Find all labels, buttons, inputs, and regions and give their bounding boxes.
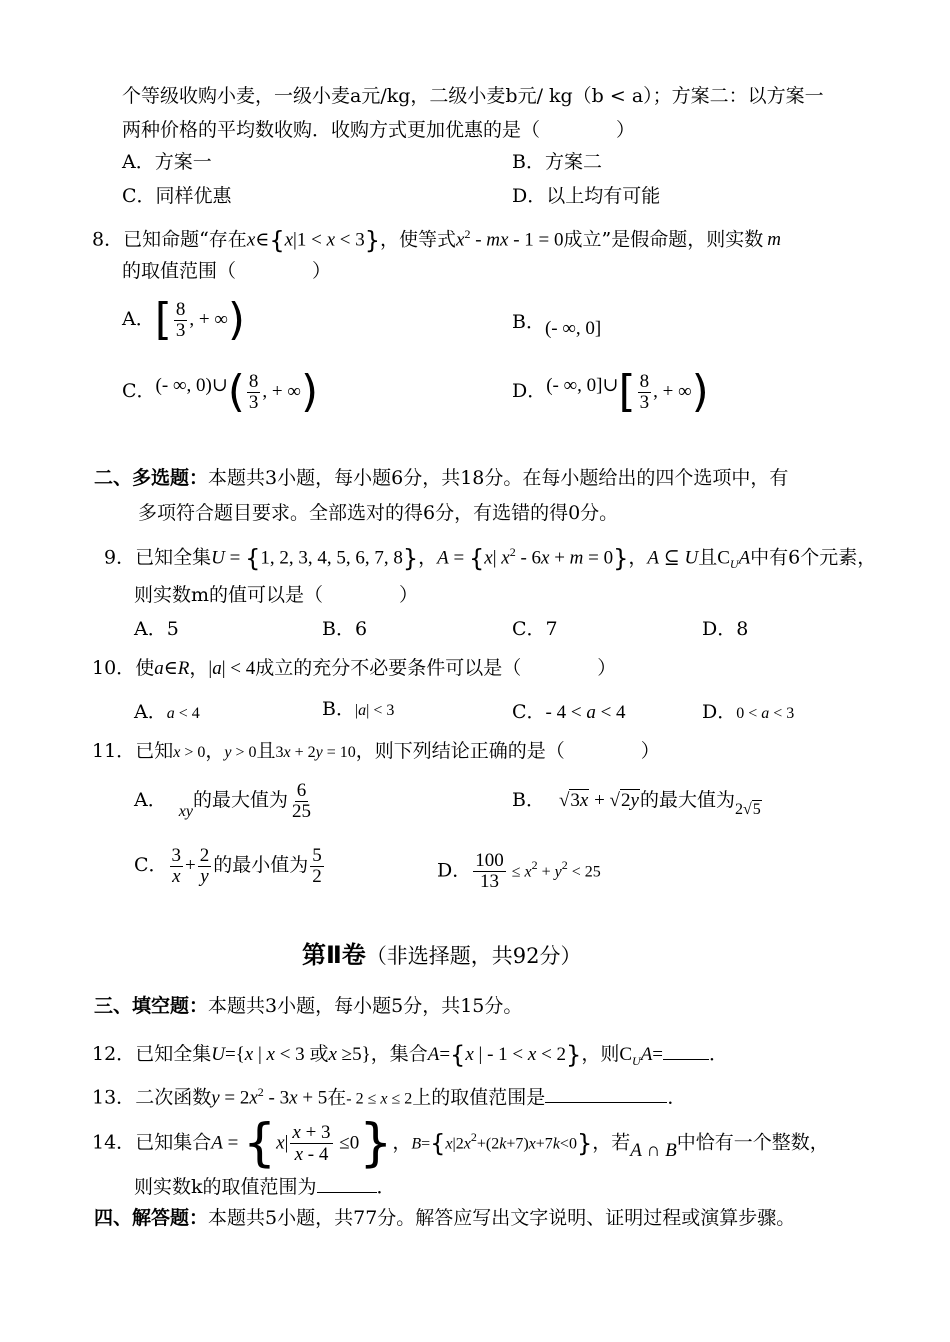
q10-number: 10． — [92, 657, 136, 679]
q11-number: 11． — [92, 740, 136, 762]
q10-stem-a: 使 — [135, 657, 155, 679]
q8-option-d: D．(- ∞, 0]∪[ $\frac{8}{3}$ , + ∞) — [512, 366, 709, 417]
q12-universal-set: U — [211, 1044, 225, 1065]
q11-stem-b: 且 — [256, 740, 276, 762]
q11-cond-x: x — [173, 744, 181, 761]
q10-option-a: A．a < 4 — [134, 701, 200, 723]
q8-equation: x — [456, 229, 465, 251]
q9-option-c: C．7 — [512, 618, 558, 640]
q9-set-a: A — [437, 547, 449, 569]
section4-title: 四、解答题： — [94, 1207, 209, 1229]
section3-heading — [94, 994, 522, 1018]
q9-number: 9． — [104, 546, 136, 569]
q14-stem-a: 已知集合 — [135, 1131, 212, 1154]
q12-stem: 12．已知全集U={x | x < 3 或x ≥5}，集合A={x | - 1 < x < 2}，则$C_UA=$ ． — [92, 1041, 729, 1069]
section2-text2: 多项符合题目要求。全部选对的得6分，有选错的得0分。 — [138, 502, 619, 524]
q10-option-b: B．|a| < 3 — [322, 698, 395, 720]
q14-stem-b: ，若 — [592, 1131, 631, 1154]
q11-option-b: B． √3x + √2y的最大值为$_{2√5}$ — [512, 789, 761, 818]
q13-stem: 13．二次函数$y = 2x^2 - 3x + 5$在- 2 ≤ x ≤ 2上的取值范围是 ． — [92, 1085, 687, 1109]
q10-option-d: D．0 < a < 3 — [702, 701, 795, 723]
q7-option-a: A．方案一 — [122, 151, 212, 173]
section2-text1: 本题共3小题，每小题6分，共18分。在每小题给出的四个选项中，有 — [208, 467, 789, 489]
q13-interval: - 2 ≤ — [346, 1090, 381, 1108]
q10-abs-inequality: | — [208, 658, 213, 679]
q11-option-b-label: B． — [512, 789, 545, 811]
section2-title: 二、多选题： — [94, 467, 209, 489]
q9-universal-set: U — [211, 547, 225, 569]
q11-option-c: C． $\frac{3}{x}$ + $\frac{2}{y}$ 的最小值为 $\frac{5}{2}$ — [134, 844, 322, 887]
q9-stem-b: 且 — [698, 546, 718, 569]
q8-set-formula: x — [246, 229, 256, 251]
q9-stem-line1: 9．已知全集U = {1, 2, 3, 4, 5, 6, 7, 8}，A = {x| $x^2 - 6x + m = 0$}，A ⊆ U且$C_UA$中有6个元素， — [104, 544, 877, 573]
q12-stem-a: 已知全集 — [135, 1043, 212, 1065]
q8-stem-line1: 8．已知命题“存在x∈{x|1 < x < 3}，使等式$x^2$ - mx - 1 = 0成立”是假命题，则实数 m — [92, 226, 781, 255]
q12-complement: C — [619, 1044, 633, 1065]
part2-heading — [302, 940, 582, 972]
q14-intersection: A — [630, 1140, 642, 1162]
q9-complement: C — [717, 547, 730, 569]
q9-stem-line2: 则实数m的值可以是（ ） — [134, 584, 419, 606]
q8-number: 8． — [92, 228, 124, 251]
q13-function: y — [211, 1087, 220, 1109]
q13-stem-a: 二次函数 — [135, 1086, 212, 1109]
q13-answer-blank[interactable] — [545, 1084, 667, 1103]
q11-option-a-text: 的最大值为 — [192, 789, 288, 811]
q11-option-c-label: C． — [134, 854, 168, 876]
q12-stem-c: ，则 — [581, 1043, 620, 1065]
q10-option-c: C．- 4 < a < 4 — [512, 701, 626, 723]
q14-end: ． — [376, 1176, 396, 1198]
section3-title: 三、填空题： — [94, 995, 209, 1017]
q11-stem: 11．已知x > 0，y > 0且3x + 2y = 10，则下列结论正确的是（ ） — [92, 740, 660, 762]
section2-heading — [94, 466, 788, 490]
q14-stem-c: 中恰有一个整数， — [676, 1131, 829, 1154]
section4-heading — [94, 1206, 795, 1230]
q11-option-a-label: A． — [134, 789, 167, 811]
q10-option-b-label: B． — [322, 698, 355, 720]
q8-stem-b: ，使等式 — [380, 228, 457, 251]
q9-subset: A — [647, 547, 660, 569]
q12-number: 12． — [92, 1043, 136, 1065]
q11-option-b-text: 的最大值为 — [639, 789, 735, 811]
q10-stem-b: 成立的充分不必要条件可以是（ ） — [255, 657, 617, 679]
q8-option-a-label: A． — [122, 308, 155, 330]
q14-set-b: B — [411, 1135, 422, 1153]
q14-line2-text: 则实数k的取值范围为 — [134, 1176, 317, 1198]
q14-stem-line2 — [134, 1174, 396, 1199]
q12-answer-blank[interactable] — [663, 1041, 709, 1060]
q11-cond-eq: 3 — [275, 744, 284, 761]
q9-option-b: B．6 — [322, 618, 368, 640]
q11-option-a: A．$_{xy}$的最大值为 $\frac{6}{25}$ — [134, 779, 311, 822]
q8-var-m: m — [767, 229, 781, 251]
q7-option-b: B．方案二 — [512, 151, 602, 173]
q7-option-d: D．以上均有可能 — [512, 185, 661, 207]
part2-title: 第Ⅱ卷 — [302, 941, 366, 969]
q13-stem-c: 上的取值范围是 — [412, 1086, 546, 1109]
q8-option-b: B．(- ∞, 0] — [512, 311, 602, 339]
q7-stem-line2: 两种价格的平均数收购．收购方式更加优惠的是（ ） — [122, 119, 636, 141]
q7-stem-line1: 个等级收购小麦，一级小麦a元/kg，二级小麦b元/ kg（b < a）；方案二：以方案一 — [122, 85, 824, 107]
q9-stem-a: 已知全集 — [135, 546, 212, 569]
q9-stem-c: 中有6个元素， — [750, 546, 877, 569]
q11-option-d: D． $\frac{100}{13}$ ≤ $x^2 + y^2 < 25$ — [437, 849, 601, 892]
q14-number: 14． — [92, 1131, 136, 1154]
q14-stem: 14．已知集合A = {x| $\frac{x + 3}{x - 4}$ ≤0}，$B=\{x|2x^2+(2k+7)x+7k<0\}$，若A ∩ B中恰有一个整数， — [92, 1113, 829, 1174]
q10-option-c-label: C． — [512, 701, 546, 723]
q13-number: 13． — [92, 1086, 136, 1109]
q12-end: ． — [709, 1043, 729, 1065]
q9-option-d: D．8 — [702, 618, 749, 640]
q10-option-d-label: D． — [702, 701, 737, 723]
q8-stem-line2: 的取值范围（ ） — [122, 260, 332, 282]
q11-cond-y: y — [224, 744, 232, 761]
q8-stem-c: 成立”是假命题，则实数 — [563, 228, 764, 251]
q8-option-a: A．[ $\frac{8}{3}$ , + ∞) — [122, 294, 246, 345]
section3-text: 本题共3小题，每小题5分，共15分。 — [208, 995, 523, 1017]
q8-option-c-label: C． — [122, 380, 156, 402]
q14-set-a: A — [211, 1132, 223, 1154]
q8-option-c: C．(- ∞, 0)∪( $\frac{8}{3}$ , + ∞) — [122, 366, 319, 417]
q11-stem-c: ，则下列结论正确的是（ ） — [355, 740, 660, 762]
q14-answer-blank[interactable] — [317, 1174, 377, 1193]
q13-stem-b: 在 — [327, 1086, 347, 1109]
q12-set-a: A — [427, 1044, 440, 1065]
q10-stem: 10．使a∈R，|a| < 4成立的充分不必要条件可以是（ ） — [92, 657, 617, 679]
q8-option-d-label: D． — [512, 380, 547, 402]
q8-option-b-label: B． — [512, 311, 545, 333]
q11-option-d-label: D． — [437, 859, 472, 882]
q10-option-a-label: A． — [134, 701, 167, 723]
q9-option-a: A．5 — [134, 618, 179, 640]
q10-condition: a — [154, 658, 164, 679]
q11-option-c-text: 的最小值为 — [213, 854, 309, 876]
section4-text: 本题共5小题，共77分。解答应写出文字说明、证明过程或演算步骤。 — [208, 1207, 796, 1229]
q12-stem-b: ，集合 — [370, 1043, 428, 1065]
q13-end: ． — [667, 1086, 687, 1109]
q11-stem-a: 已知 — [135, 740, 174, 762]
part2-subtitle: （非选择题，共92分） — [365, 944, 582, 968]
q7-option-c: C．同样优惠 — [122, 185, 232, 207]
q8-stem-a: 已知命题“存在 — [123, 228, 247, 251]
